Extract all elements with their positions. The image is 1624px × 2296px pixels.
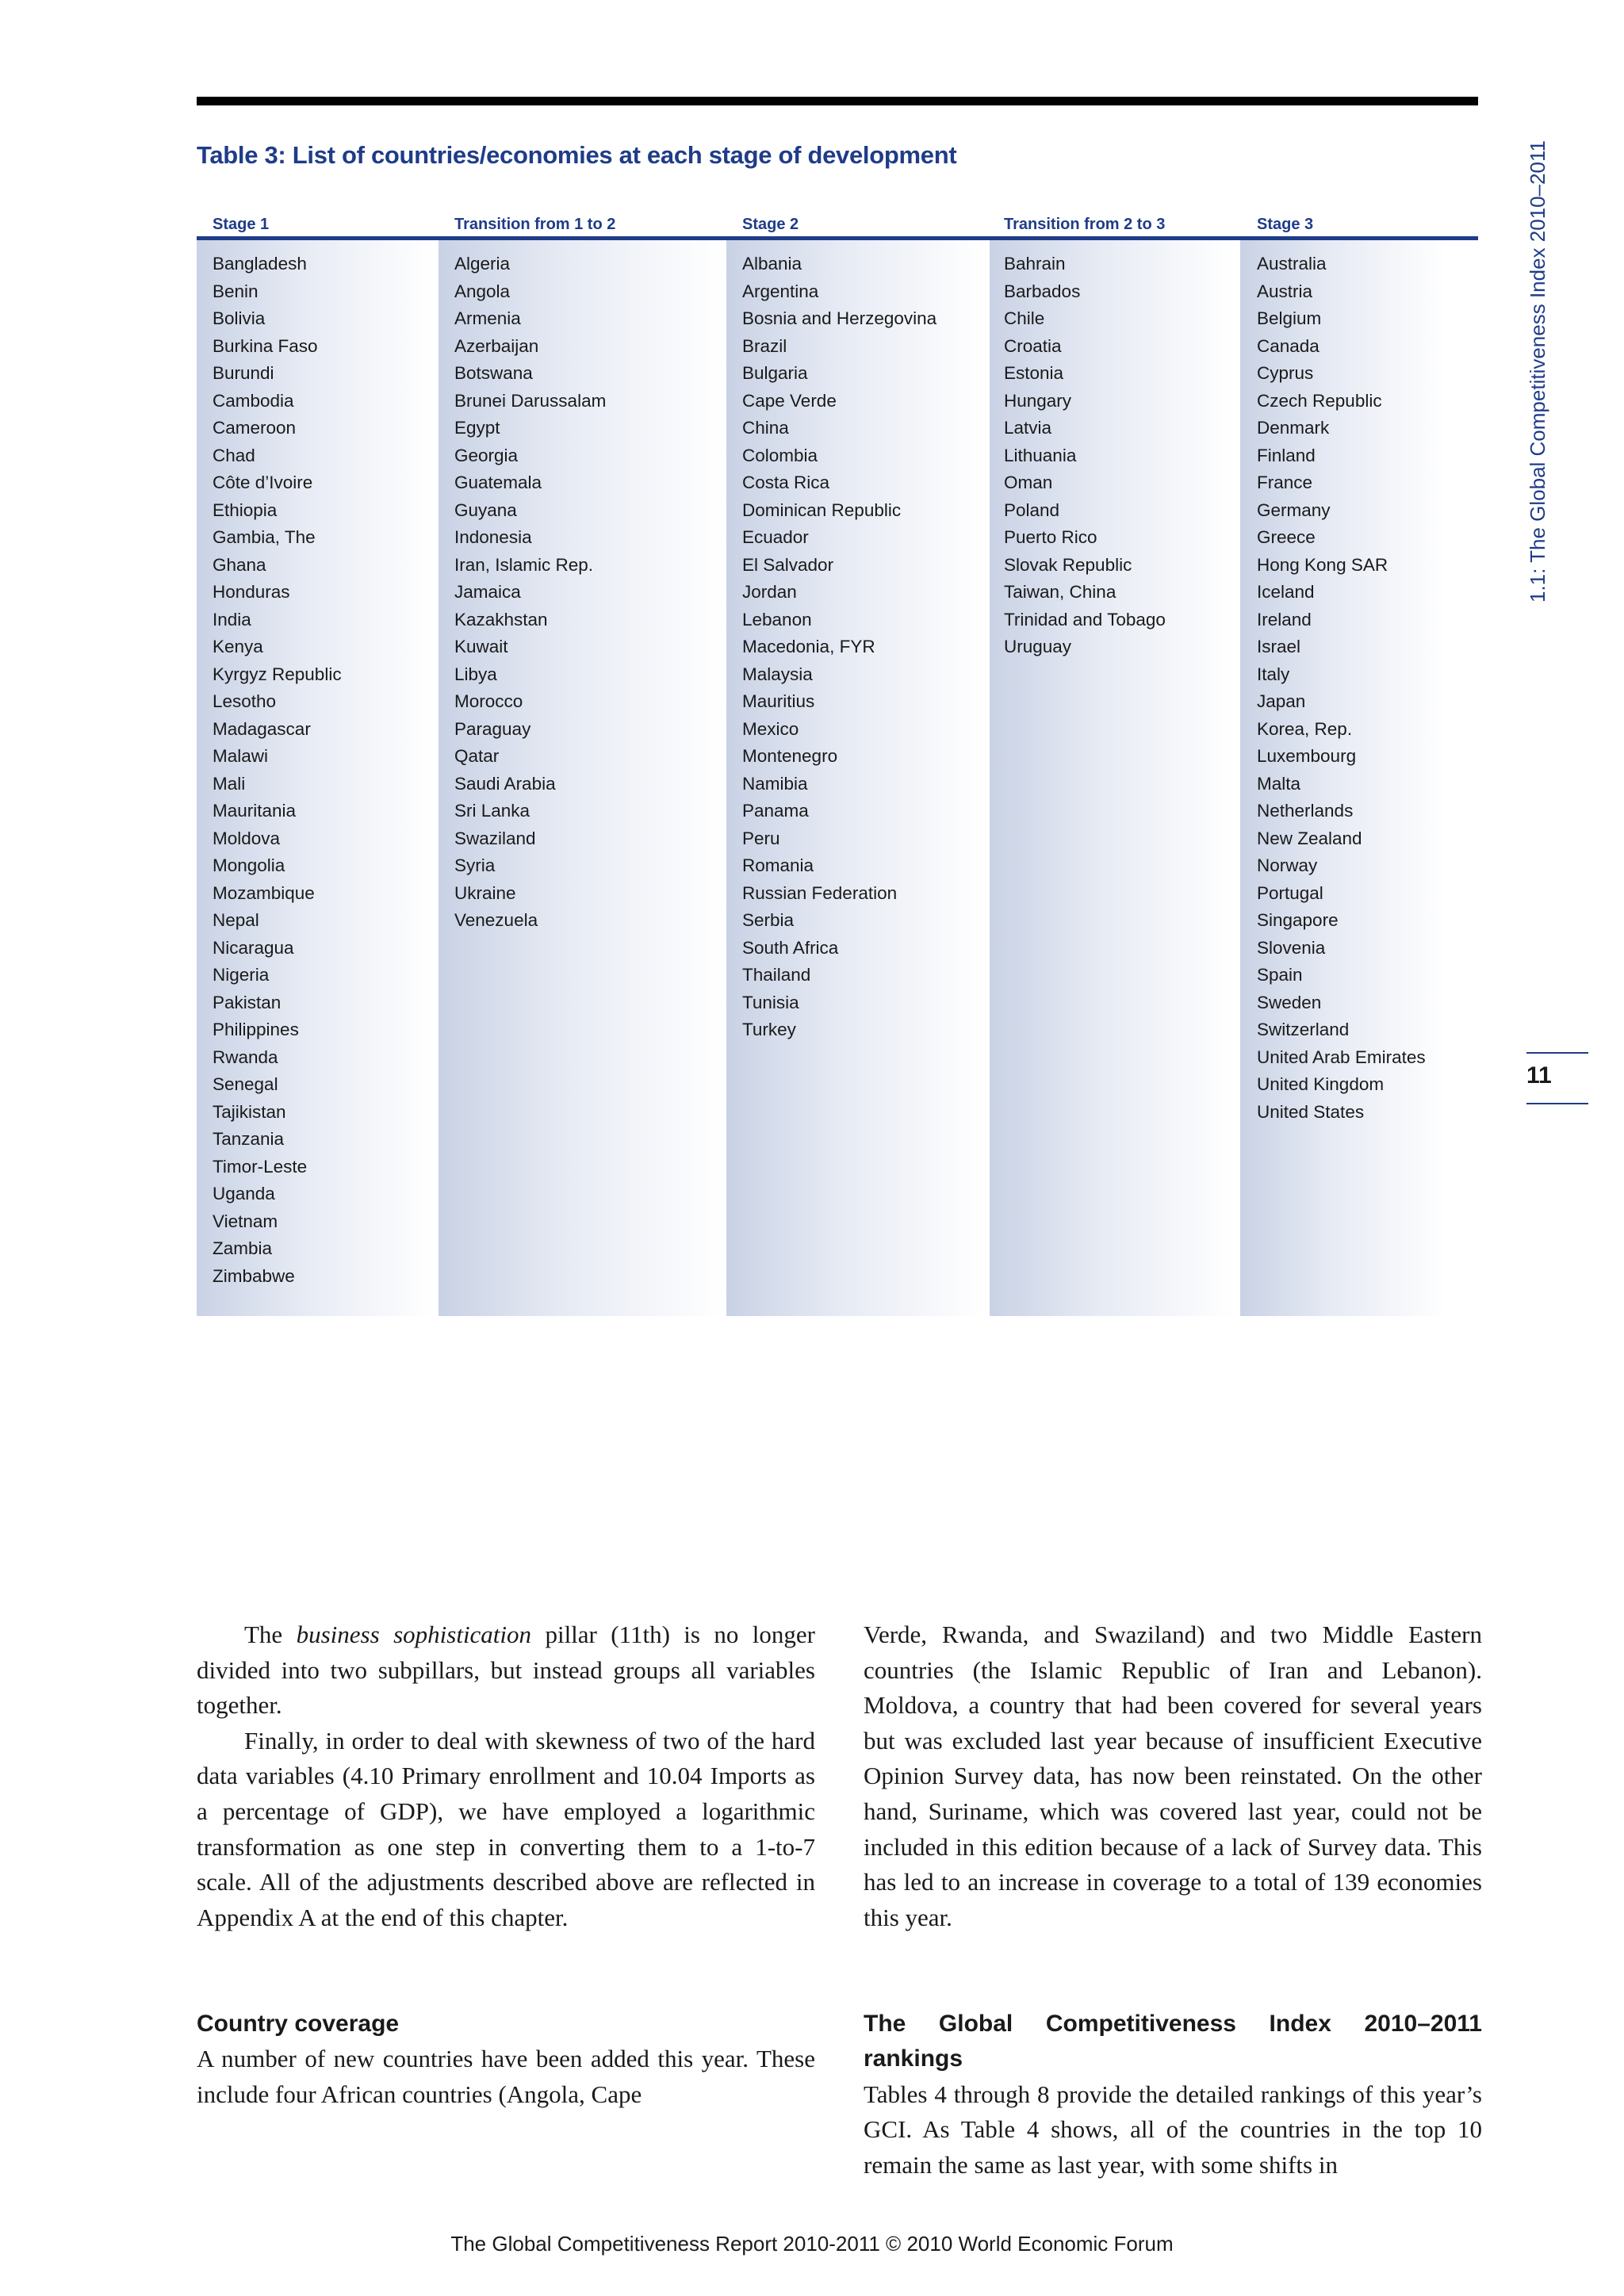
country-item: Kuwait xyxy=(454,637,508,656)
country-item: Côte d’Ivoire xyxy=(213,473,313,492)
country-item: Switzerland xyxy=(1257,1020,1350,1039)
country-item: Greece xyxy=(1257,527,1316,547)
country-item: Libya xyxy=(454,664,497,684)
country-item: Mozambique xyxy=(213,882,315,903)
country-item: Mongolia xyxy=(213,855,285,875)
country-item: Poland xyxy=(1004,499,1060,520)
country-item: Azerbaijan xyxy=(454,335,539,356)
country-item: Costa Rica xyxy=(742,473,830,492)
table-title: Table 3: List of countries/economies at each stage of development xyxy=(197,141,957,169)
country-item: Cambodia xyxy=(213,390,294,411)
country-item: Gambia, The xyxy=(213,527,316,547)
country-item: Tanzania xyxy=(213,1129,285,1149)
country-item: Lebanon xyxy=(742,609,812,629)
footer-copyright: The Global Competitiveness Report 2010-2011 © 2010 World Economic Forum xyxy=(450,2232,1174,2256)
country-item: Macedonia, FYR xyxy=(742,637,875,656)
country-item: Cyprus xyxy=(1257,363,1314,383)
country-item: Romania xyxy=(742,855,814,875)
country-item: Jamaica xyxy=(454,582,521,602)
country-item: Ecuador xyxy=(742,527,809,547)
column-header-stage-2: Stage 2 xyxy=(742,216,799,233)
country-item: Finland xyxy=(1257,445,1316,465)
paragraph: Tables 4 through 8 provide the detailed rankings of this year’s GCI. As Table 4 shows, all of the countries in the top 10 remain the same as last year, with some shifts in xyxy=(864,2080,1482,2179)
country-item: Brazil xyxy=(742,335,787,356)
country-item: Egypt xyxy=(454,418,500,438)
country-item: Indonesia xyxy=(454,527,532,547)
text-run: The xyxy=(244,1621,297,1648)
country-item: Albania xyxy=(742,254,802,274)
country-item: Bolivia xyxy=(213,308,266,328)
country-item: Benin xyxy=(213,281,259,301)
country-item: Hungary xyxy=(1004,390,1072,411)
column-header-stage-1: Stage 1 xyxy=(213,216,270,233)
country-item: Guatemala xyxy=(454,473,542,492)
country-item: Austria xyxy=(1257,281,1313,301)
country-item: France xyxy=(1257,473,1313,492)
country-item: Swaziland xyxy=(454,828,536,848)
country-item: Malaysia xyxy=(742,664,813,684)
country-item: Bahrain xyxy=(1004,254,1066,274)
country-item: Ethiopia xyxy=(213,499,278,520)
country-item: Luxembourg xyxy=(1257,746,1357,766)
country-item: Chile xyxy=(1004,308,1045,328)
country-item: Germany xyxy=(1257,499,1331,520)
top-rule xyxy=(197,97,1478,105)
country-item: Hong Kong SAR xyxy=(1257,554,1388,575)
country-item: Korea, Rep. xyxy=(1257,718,1353,739)
country-item: Panama xyxy=(742,801,809,821)
country-item: Serbia xyxy=(742,910,795,930)
country-item: India xyxy=(213,609,251,629)
country-item: Netherlands xyxy=(1257,801,1354,821)
text-run: pillar (11th) is no longer divided into two subpillars, but instead groups all variables together. xyxy=(197,1621,816,1720)
country-item: Lesotho xyxy=(213,691,277,711)
country-item: Tunisia xyxy=(742,992,799,1012)
column-header-transition-1-2: Transition from 1 to 2 xyxy=(454,216,616,233)
country-item: United Arab Emirates xyxy=(1257,1047,1426,1067)
country-item: Saudi Arabia xyxy=(454,773,556,794)
country-item: Bangladesh xyxy=(213,254,307,274)
country-item: Denmark xyxy=(1257,418,1330,438)
page-number-rule-top xyxy=(1526,1052,1588,1054)
country-item: Taiwan, China xyxy=(1004,582,1116,602)
country-list-transition-1-2 xyxy=(454,251,606,935)
country-item: Armenia xyxy=(454,308,521,328)
country-item: Brunei Darussalam xyxy=(454,390,607,411)
country-item: Georgia xyxy=(454,445,519,465)
country-item: Latvia xyxy=(1004,418,1052,438)
country-item: Cape Verde xyxy=(742,390,837,411)
country-item: Senegal xyxy=(213,1074,278,1094)
country-item: Puerto Rico xyxy=(1004,527,1097,547)
paragraph: Verde, Rwanda, and Swaziland) and two Middle Eastern countries (the Islamic Republic of Iran and Lebanon). Moldova, a country that had been covered for several years but was excluded last year because of insufficient Executive Opinion Survey data, has now been reinstated. On the other hand, Suriname, which was covered last year, could not be included in this edition because of a lack of Survey data. This has led to an increase in coverage to a total of 139 economies this year. xyxy=(864,1621,1482,1931)
country-item: Guyana xyxy=(454,499,517,520)
country-item: Portugal xyxy=(1257,882,1323,903)
country-item: Oman xyxy=(1004,473,1053,492)
body-column-right xyxy=(864,1617,1482,2183)
country-item: Mexico xyxy=(742,718,799,739)
country-item: Canada xyxy=(1257,335,1320,356)
country-item: Mauritius xyxy=(742,691,815,711)
country-item: Bulgaria xyxy=(742,363,808,383)
country-item: Philippines xyxy=(213,1020,299,1039)
country-item: Syria xyxy=(454,855,496,875)
header-rule xyxy=(197,236,1478,240)
section-heading-gci-rankings: The Global Competitiveness Index 2010–2011 rankings xyxy=(864,2010,1482,2072)
country-item: Tajikistan xyxy=(213,1101,286,1122)
country-item: Colombia xyxy=(742,445,818,465)
country-item: Kazakhstan xyxy=(454,609,548,629)
country-item: Belgium xyxy=(1257,308,1322,328)
country-item: Madagascar xyxy=(213,718,311,739)
country-item: Kyrgyz Republic xyxy=(213,664,342,684)
country-item: United Kingdom xyxy=(1257,1074,1385,1094)
country-item: Montenegro xyxy=(742,746,838,766)
country-item: Morocco xyxy=(454,691,523,711)
country-item: Jordan xyxy=(742,582,797,602)
paragraph: A number of new countries have been added this year. These include four African countries (Angola, Cape xyxy=(197,2045,815,2108)
country-item: Dominican Republic xyxy=(742,499,902,520)
country-item: Peru xyxy=(742,828,780,848)
country-item: Moldova xyxy=(213,828,281,848)
country-list-stage-3 xyxy=(1257,251,1426,1126)
country-item: Paraguay xyxy=(454,718,531,739)
country-item: Spain xyxy=(1257,965,1303,985)
country-item: Burkina Faso xyxy=(213,335,318,356)
country-item: New Zealand xyxy=(1257,828,1362,848)
country-item: Sri Lanka xyxy=(454,801,530,821)
country-item: Honduras xyxy=(213,582,290,602)
country-item: Lithuania xyxy=(1004,445,1077,465)
country-item: Malawi xyxy=(213,746,269,766)
country-item: United States xyxy=(1257,1101,1365,1122)
country-item: Japan xyxy=(1257,691,1306,711)
country-item: Italy xyxy=(1257,664,1290,684)
country-item: Uganda xyxy=(213,1184,275,1203)
country-item: Angola xyxy=(454,281,511,301)
country-item: Nicaragua xyxy=(213,937,294,958)
country-item: Namibia xyxy=(742,773,808,794)
country-item: Nepal xyxy=(213,910,259,930)
emphasis: business sophistication xyxy=(296,1621,532,1648)
country-item: Vietnam xyxy=(213,1211,278,1231)
country-list-transition-2-3 xyxy=(1004,251,1166,661)
column-header-stage-3: Stage 3 xyxy=(1257,216,1314,233)
country-item: Croatia xyxy=(1004,335,1062,356)
country-item: Chad xyxy=(213,445,255,465)
column-header-transition-2-3: Transition from 2 to 3 xyxy=(1004,216,1166,233)
country-item: El Salvador xyxy=(742,554,834,575)
country-item: Argentina xyxy=(742,281,819,301)
country-item: Iran, Islamic Rep. xyxy=(454,554,594,575)
country-item: Thailand xyxy=(742,965,811,985)
country-item: Ireland xyxy=(1257,609,1312,629)
paragraph: Finally, in order to deal with skewness of two of the hard data variables (4.10 Primary enrollment and 10.04 Imports as a percentage of GDP), we have employed a logarithmic transformation as one step in converting them to a 1-to-7 scale. All of the adjustments described above are reflected in Appendix A at the end of this chapter. xyxy=(197,1726,815,1931)
country-item: Israel xyxy=(1257,637,1301,656)
country-item: Kenya xyxy=(213,637,263,656)
country-item: Estonia xyxy=(1004,363,1064,383)
country-item: South Africa xyxy=(742,937,839,958)
country-list-stage-1 xyxy=(213,251,342,1290)
country-item: Norway xyxy=(1257,855,1318,875)
country-item: China xyxy=(742,418,789,438)
country-item: Turkey xyxy=(742,1020,796,1039)
country-item: Ghana xyxy=(213,554,266,575)
country-item: Mauritania xyxy=(213,801,297,821)
country-item: Burundi xyxy=(213,363,274,383)
country-item: Slovenia xyxy=(1257,937,1326,958)
paragraph xyxy=(197,1617,815,1724)
country-item: Czech Republic xyxy=(1257,390,1382,411)
country-item: Uruguay xyxy=(1004,637,1072,656)
country-item: Rwanda xyxy=(213,1047,278,1067)
country-item: Barbados xyxy=(1004,281,1081,301)
country-item: Zimbabwe xyxy=(213,1265,295,1286)
country-list-stage-2 xyxy=(742,251,936,1044)
page-number-rule-bottom xyxy=(1526,1103,1588,1104)
country-item: Botswana xyxy=(454,363,533,383)
country-item: Bosnia and Herzegovina xyxy=(742,308,937,328)
country-item: Malta xyxy=(1257,773,1301,794)
country-item: Australia xyxy=(1257,254,1327,274)
country-item: Russian Federation xyxy=(742,882,898,903)
country-item: Qatar xyxy=(454,746,500,766)
country-item: Trinidad and Tobago xyxy=(1004,609,1166,629)
country-item: Timor-Leste xyxy=(213,1156,308,1177)
country-item: Mali xyxy=(213,773,246,794)
country-item: Ukraine xyxy=(454,882,516,903)
country-item: Nigeria xyxy=(213,965,270,985)
body-column-left xyxy=(197,1617,815,2112)
page-number: 11 xyxy=(1526,1062,1552,1089)
country-item: Singapore xyxy=(1257,910,1339,930)
country-item: Zambia xyxy=(213,1238,273,1258)
section-heading-country-coverage: Country coverage xyxy=(197,2010,400,2037)
country-item: Venezuela xyxy=(454,910,538,930)
country-item: Cameroon xyxy=(213,418,297,438)
country-item: Iceland xyxy=(1257,582,1315,602)
country-item: Slovak Republic xyxy=(1004,554,1132,575)
country-item: Pakistan xyxy=(213,992,282,1012)
country-item: Algeria xyxy=(454,254,511,274)
chapter-title: 1.1: The Global Competitiveness Index 2010–2011 xyxy=(1526,140,1549,603)
country-item: Sweden xyxy=(1257,992,1322,1012)
